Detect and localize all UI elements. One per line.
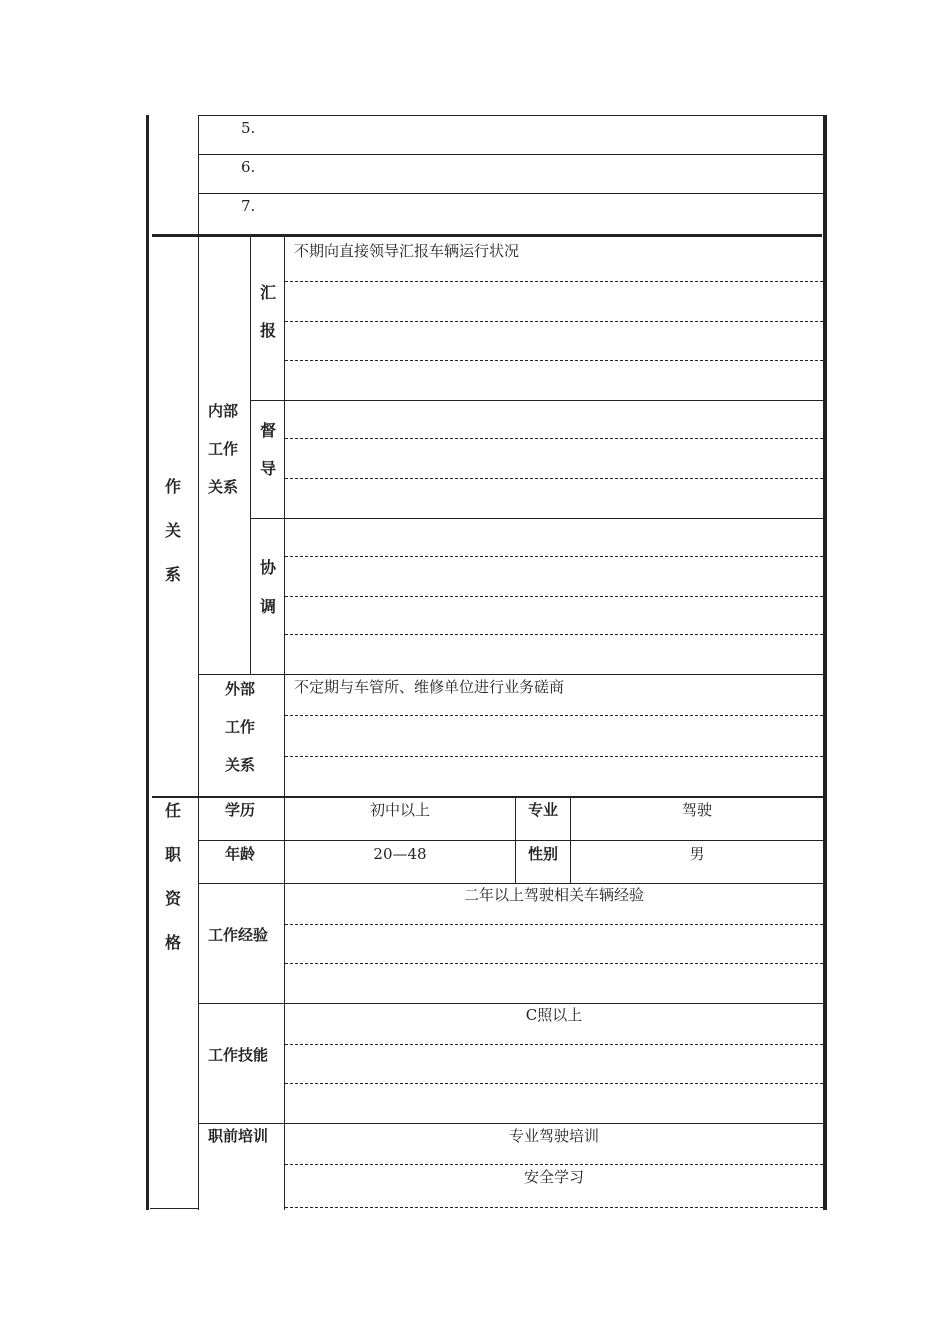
section-char: 关 [164,521,181,540]
dashed-line [285,924,823,925]
duty-item-6: 6. [241,158,256,176]
external-relations-text: 不定期与车管所、维修单位进行业务磋商 [294,678,565,696]
section-char: 作 [164,477,181,496]
row-line [199,193,823,194]
coordinate-label-char: 调 [259,597,276,616]
left-border-thick [146,115,149,1210]
age-label: 年龄 [225,845,256,863]
external-relations-label: 关系 [225,756,256,774]
age-value: 20—48 [373,845,427,863]
coordinate-label-char: 协 [259,558,276,577]
experience-value: 二年以上驾驶相关车辆经验 [463,886,644,904]
row-line [199,840,823,841]
section-divider-thick [152,234,822,237]
dashed-line [285,556,823,557]
column-line [250,237,251,674]
education-label: 学历 [225,801,256,819]
skills-value: C照以上 [525,1006,583,1024]
training-label: 职前培训 [208,1127,269,1145]
row-line [251,518,823,519]
column-line [284,237,285,1210]
row-line [199,883,823,884]
dashed-line [285,1164,823,1165]
gender-value: 男 [689,845,705,863]
internal-relations-label: 内部 [208,402,239,420]
qualifications-char: 职 [164,845,181,864]
dashed-line [285,281,823,282]
dashed-line [285,634,823,635]
dashed-line [285,1083,823,1084]
experience-label: 工作经验 [208,926,269,944]
dashed-line [285,596,823,597]
bottom-edge-line [150,1208,198,1209]
row-line [251,400,823,401]
section-char: 系 [164,565,181,584]
report-text: 不期向直接领导汇报车辆运行状况 [294,242,520,260]
dashed-line [285,1207,823,1208]
skills-label: 工作技能 [208,1046,269,1064]
dashed-line [285,360,823,361]
duty-item-5: 5. [241,119,256,137]
right-border-thick [823,115,827,1210]
column-line [198,115,199,1210]
training-value: 安全学习 [523,1168,584,1186]
supervise-label-char: 导 [259,459,276,478]
dashed-line [285,478,823,479]
major-value: 驾驶 [681,801,712,819]
row-line [152,796,823,798]
qualifications-char: 资 [164,889,181,908]
major-label: 专业 [527,801,558,819]
internal-relations-label: 工作 [208,440,239,458]
duty-item-7: 7. [241,197,256,215]
dashed-line [285,715,823,716]
qualifications-char: 任 [164,801,181,820]
dashed-line [285,438,823,439]
education-value: 初中以上 [369,801,430,819]
training-value: 专业驾驶培训 [508,1127,599,1145]
internal-relations-label: 关系 [208,478,239,496]
dashed-line [285,756,823,757]
supervise-label-char: 督 [259,421,276,440]
row-line [199,115,823,116]
row-line [199,1003,823,1004]
report-label-char: 报 [259,321,276,340]
row-line [199,1123,823,1124]
dashed-line [285,963,823,964]
row-line [199,154,823,155]
external-relations-label: 工作 [225,718,256,736]
report-label-char: 汇 [259,283,276,302]
dashed-line [285,1044,823,1045]
gender-label: 性别 [527,845,558,863]
row-line [199,674,823,675]
external-relations-label: 外部 [225,680,256,698]
qualifications-char: 格 [164,933,181,952]
dashed-line [285,321,823,322]
